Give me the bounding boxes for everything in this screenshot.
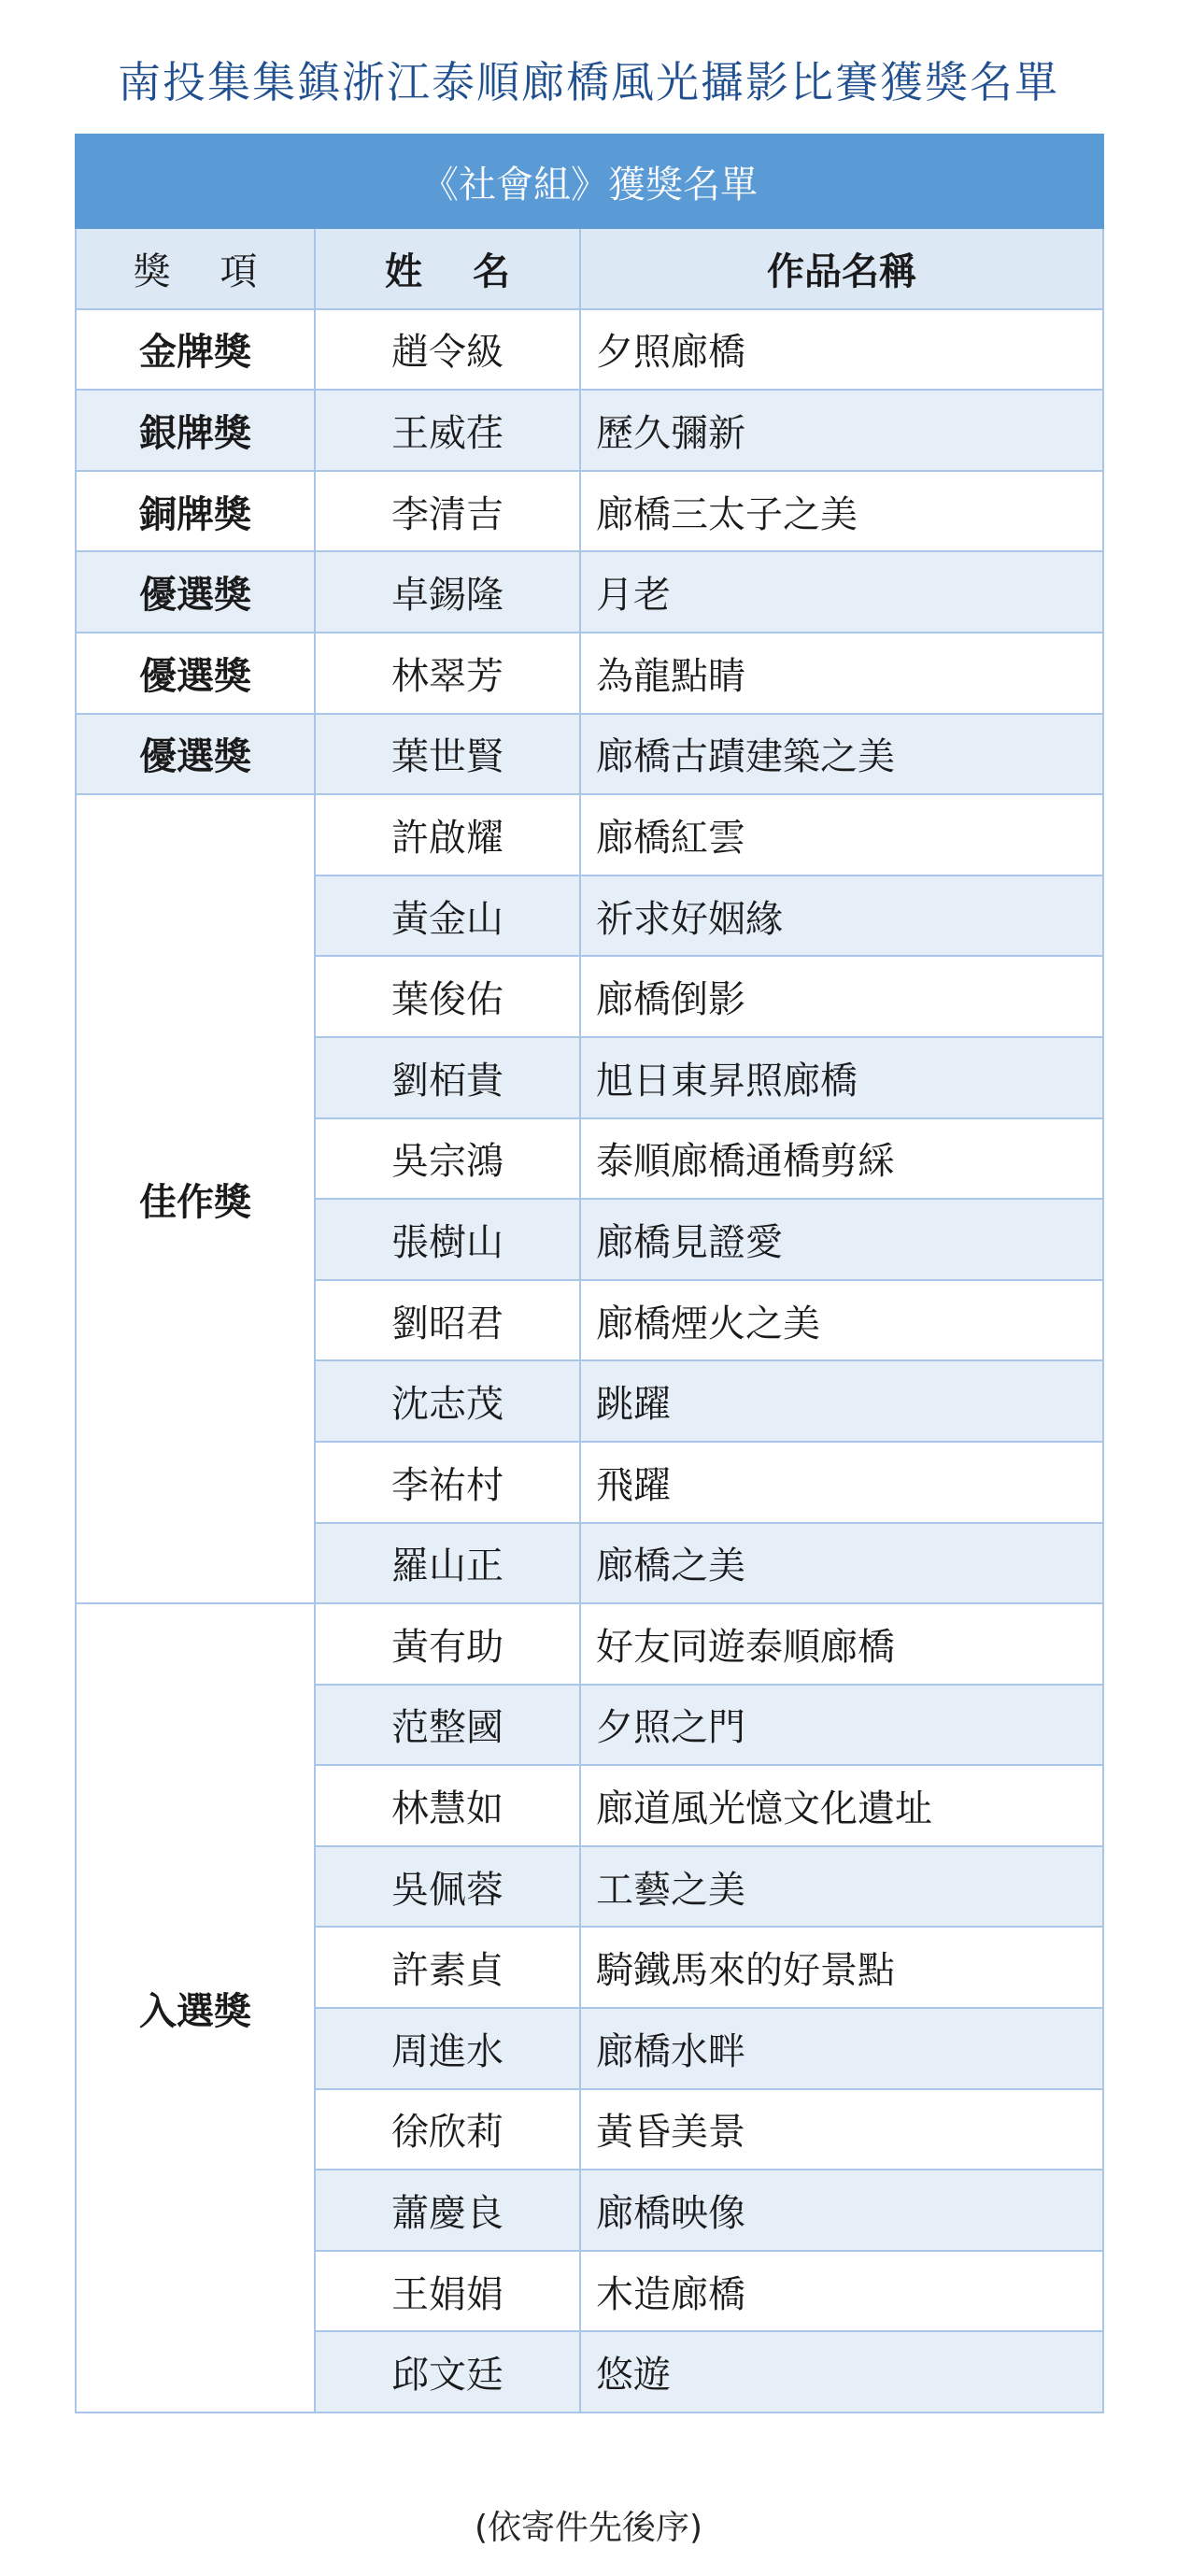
work-title: 廊橋之美 [580, 1523, 1103, 1604]
work-title: 悠遊 [580, 2331, 1103, 2412]
table-row [76, 633, 1103, 714]
work-title: 黃昏美景 [580, 2089, 1103, 2170]
work-title: 好友同遊泰順廊橋 [580, 1603, 1103, 1685]
winner-name: 李祐村 [315, 1442, 580, 1523]
winner-name: 趙令級 [315, 309, 580, 391]
header-row [76, 228, 1103, 309]
work-title: 廊橋見證愛 [580, 1199, 1103, 1280]
winner-name: 周進水 [315, 2008, 580, 2089]
work-title: 祈求好姻緣 [580, 875, 1103, 957]
header-name: 姓 名 [315, 228, 580, 309]
work-title: 廊橋映像 [580, 2170, 1103, 2251]
work-title: 廊橋水畔 [580, 2008, 1103, 2089]
winner-name: 沈志茂 [315, 1360, 580, 1442]
table-row [76, 794, 1103, 875]
award-table [75, 134, 1104, 2413]
table-row [76, 1603, 1103, 1685]
work-title: 騎鐵馬來的好景點 [580, 1927, 1103, 2008]
winner-name: 黃有助 [315, 1603, 580, 1685]
award-cell: 銅牌獎 [76, 471, 315, 552]
work-title: 廊橋紅雲 [580, 794, 1103, 875]
work-title: 廊橋古蹟建築之美 [580, 714, 1103, 795]
table-row [76, 309, 1103, 391]
award-cell: 佳作獎 [76, 794, 315, 1603]
winner-name: 蕭慶良 [315, 2170, 580, 2251]
work-title: 廊橋倒影 [580, 956, 1103, 1037]
work-title: 廊道風光憶文化遺址 [580, 1765, 1103, 1846]
winner-name: 許素貞 [315, 1927, 580, 2008]
award-cell: 金牌獎 [76, 309, 315, 391]
work-title: 旭日東昇照廊橋 [580, 1037, 1103, 1118]
winner-name: 王娟娟 [315, 2251, 580, 2332]
winner-name: 邱文廷 [315, 2331, 580, 2412]
award-list [76, 309, 1103, 2412]
work-title: 飛躍 [580, 1442, 1103, 1523]
award-cell: 入選獎 [76, 1603, 315, 2412]
award-cell: 優選獎 [76, 633, 315, 714]
work-title: 為龍點睛 [580, 633, 1103, 714]
winner-name: 吳佩蓉 [315, 1846, 580, 1928]
award-cell: 銀牌獎 [76, 390, 315, 471]
table-banner: 《社會組》獲獎名單 [76, 135, 1103, 228]
work-title: 廊橋三太子之美 [580, 471, 1103, 552]
winner-name: 范整國 [315, 1685, 580, 1766]
page-title: 南投集集鎮浙江泰順廊橋風光攝影比賽獲獎名單 [118, 57, 1059, 107]
winner-name: 劉栢貴 [315, 1037, 580, 1118]
winner-name: 葉俊佑 [315, 956, 580, 1037]
winner-name: 許啟耀 [315, 794, 580, 875]
table-row [76, 471, 1103, 552]
work-title: 廊橋煙火之美 [580, 1280, 1103, 1361]
table-row [76, 714, 1103, 795]
winner-name: 李清吉 [315, 471, 580, 552]
winner-name: 吳宗鴻 [315, 1118, 580, 1200]
winner-name: 劉昭君 [315, 1280, 580, 1361]
work-title: 泰順廊橋通橋剪綵 [580, 1118, 1103, 1200]
work-title: 夕照之門 [580, 1685, 1103, 1766]
winner-name: 徐欣莉 [315, 2089, 580, 2170]
work-title: 歷久彌新 [580, 390, 1103, 471]
work-title: 工藝之美 [580, 1846, 1103, 1928]
work-title: 月老 [580, 551, 1103, 633]
winner-name: 葉世賢 [315, 714, 580, 795]
work-title: 夕照廊橋 [580, 309, 1103, 391]
table-row [76, 551, 1103, 633]
winner-name: 張樹山 [315, 1199, 580, 1280]
header-award: 獎 項 [76, 228, 315, 309]
work-title: 跳躍 [580, 1360, 1103, 1442]
winner-name: 林翠芳 [315, 633, 580, 714]
work-title: 木造廊橋 [580, 2251, 1103, 2332]
winner-name: 林慧如 [315, 1765, 580, 1846]
award-cell: 優選獎 [76, 714, 315, 795]
header-work: 作品名稱 [580, 228, 1103, 309]
winner-name: 王威荏 [315, 390, 580, 471]
winner-name: 黃金山 [315, 875, 580, 957]
winner-name: 卓錫隆 [315, 551, 580, 633]
award-cell: 優選獎 [76, 551, 315, 633]
winner-name: 羅山正 [315, 1523, 580, 1604]
footer-note: (依寄件先後序) [474, 2509, 703, 2547]
table-row [76, 390, 1103, 471]
